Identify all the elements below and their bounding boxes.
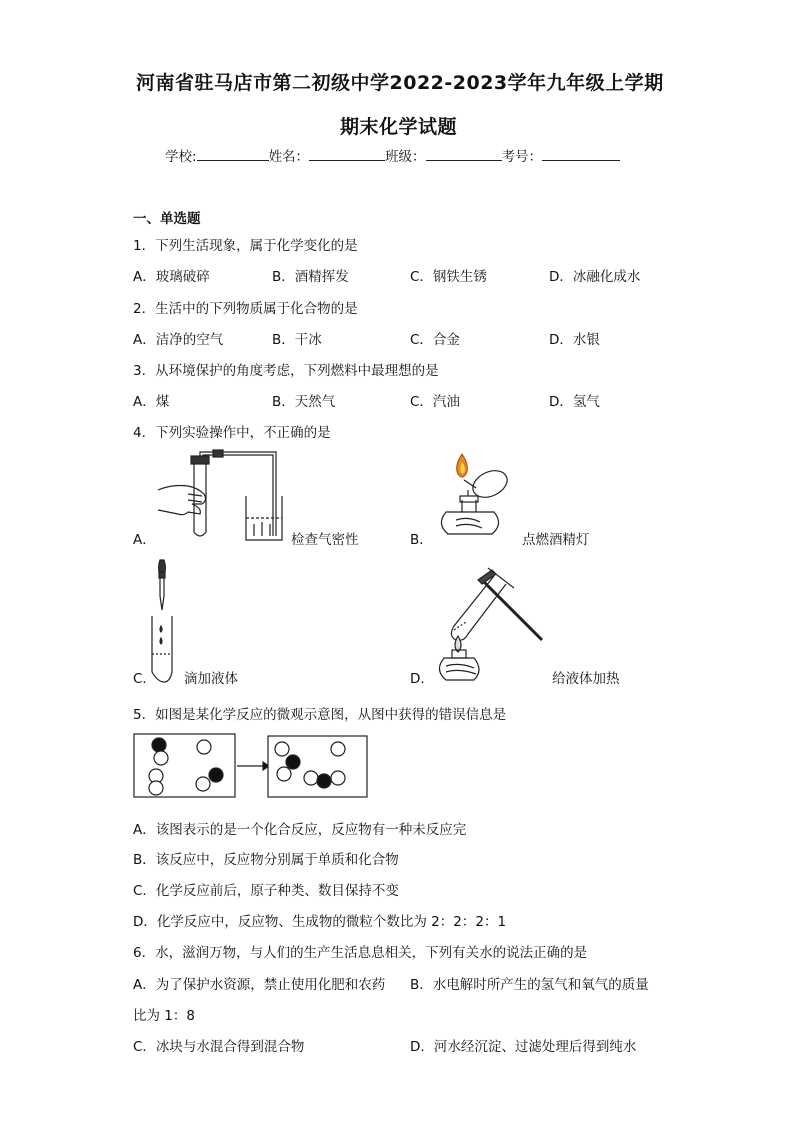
- q4-option-c-caption: 滴加液体: [184, 671, 238, 687]
- q6-option-b-continued: 比为 1：8: [133, 1008, 195, 1024]
- q3-option-c: C．汽油: [410, 394, 460, 410]
- question-2-stem: 2．生活中的下列物质属于化合物的是: [133, 301, 358, 317]
- question-4-stem: 4．下列实验操作中，不正确的是: [133, 425, 331, 441]
- page-title-line1: 河南省驻马店市第二初级中学2022-2023学年九年级上学期: [136, 72, 664, 94]
- student-info-line: [165, 145, 620, 165]
- q1-option-c: C．钢铁生锈: [410, 269, 487, 285]
- q4-option-b-letter: B．: [410, 532, 433, 548]
- q2-option-d: D．水银: [549, 332, 600, 348]
- exam-no-field[interactable]: [542, 148, 620, 161]
- q4-option-d-letter: D．: [410, 671, 434, 687]
- q1-option-a: A．玻璃破碎: [133, 269, 210, 285]
- heating-liquid-figure: [432, 566, 544, 684]
- page-title-line2: 期末化学试题: [340, 116, 458, 138]
- q2-option-b: B．干冰: [272, 332, 322, 348]
- q4-option-c-letter: C．: [133, 671, 156, 687]
- q5-option-d: D．化学反应中，反应物、生成物的微粒个数比为 2：2：2：1: [133, 914, 507, 930]
- question-3-stem: 3．从环境保护的角度考虑，下列燃料中最理想的是: [133, 363, 439, 379]
- q1-option-d: D．冰融化成水: [549, 269, 641, 285]
- question-1-stem: 1．下列生活现象，属于化学变化的是: [133, 238, 358, 254]
- q2-option-a: A．洁净的空气: [133, 332, 224, 348]
- q6-option-a: A．为了保护水资源，禁止使用化肥和农药: [133, 977, 386, 993]
- q2-option-c: C．合金: [410, 332, 460, 348]
- q3-option-d: D．氢气: [549, 394, 600, 410]
- q5-option-b: B．该反应中，反应物分别属于单质和化合物: [133, 852, 399, 868]
- q4-option-b-caption: 点燃酒精灯: [522, 532, 590, 548]
- school-field[interactable]: [197, 148, 269, 161]
- q5-option-c: C．化学反应前后，原子种类、数目保持不变: [133, 883, 399, 899]
- name-field[interactable]: [309, 148, 385, 161]
- class-label: 班级：: [385, 149, 426, 165]
- name-label: 姓名：: [268, 149, 310, 165]
- q4-option-d-caption: 给液体加热: [552, 671, 620, 687]
- class-field[interactable]: [426, 148, 502, 161]
- question-6-stem: 6．水，滋润万物，与人们的生产生活息息相关，下列有关水的说法正确的是: [133, 945, 588, 961]
- q6-option-c: C．冰块与水混合得到混合物: [133, 1039, 305, 1055]
- dropper-figure: [150, 558, 184, 686]
- question-5-stem: 5．如图是某化学反应的微观示意图，从图中获得的错误信息是: [133, 707, 507, 723]
- section-heading: 一、单选题: [133, 211, 201, 227]
- alcohol-lamp-lighting-figure: [432, 450, 522, 542]
- q6-option-d: D．河水经沉淀、过滤处理后得到纯水: [410, 1039, 637, 1055]
- q3-option-a: A．煤: [133, 394, 170, 410]
- q3-option-b: B．天然气: [272, 394, 336, 410]
- airtightness-check-figure: [158, 448, 288, 544]
- school-label: 学校:: [165, 149, 197, 165]
- q6-option-b: B．水电解时所产生的氢气和氧气的质量: [410, 977, 649, 993]
- q1-option-b: B．酒精挥发: [272, 269, 349, 285]
- exam-no-label: 考号：: [501, 149, 543, 165]
- micro-reaction-diagram: [133, 733, 373, 799]
- q4-option-a-caption: 检查气密性: [291, 532, 359, 548]
- q5-option-a: A．该图表示的是一个化合反应，反应物有一种未反应完: [133, 822, 467, 838]
- q4-option-a-letter: A．: [133, 532, 156, 548]
